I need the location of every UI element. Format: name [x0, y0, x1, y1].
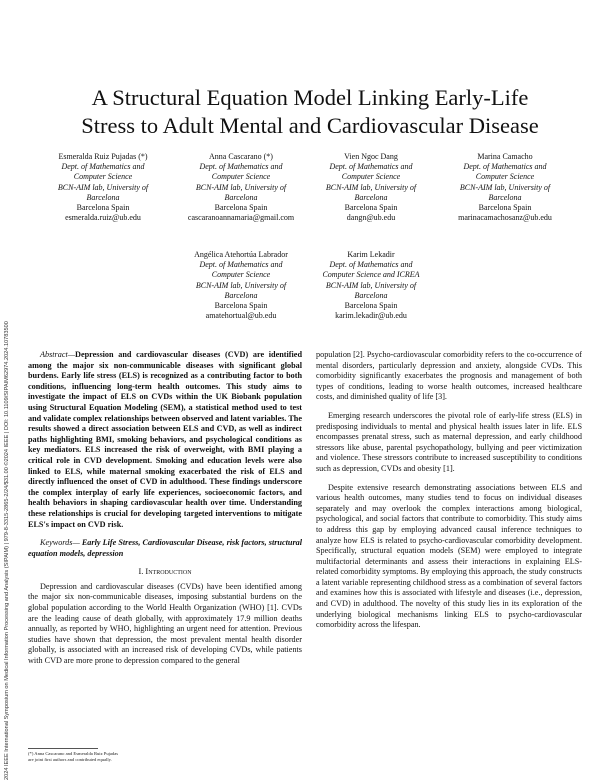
author-lab-line-1: BCN-AIM lab, University of — [195, 280, 287, 290]
author-lab-line-2: Barcelona — [354, 192, 388, 202]
author-name: Vien Ngoc Dang — [344, 152, 398, 161]
author-dept-line-2: Computer Science — [211, 270, 271, 280]
right-paragraph-2: Emerging research underscores the pivotal role of early-life stress (ELS) in predisposing individuals to mental and physical health issues later in life. ELS encompasses prenatal stress, such as maternal depression, and early childhood stressors like abuse, parental psychopathology, bullying and peer victimization and violence. These stressors contribute to increased susceptibility to conditions such as depression, CVDs and obesity [1]. — [316, 410, 582, 473]
author-lab-line-1: BCN-AIM lab, University of — [57, 182, 149, 192]
right-paragraph-1: population [2]. Psycho-cardiovascular comorbidity refers to the co-occurrence of mental disorders, particularly depression and anxiety, alongside CVDs. This comorbidity significantly exacerbates the prognosis and management of both types of conditions, leading to worse health outcomes, increased healthcare costs, and diminished quality of life [3]. — [316, 350, 582, 402]
keywords — [28, 538, 302, 559]
author-name: Angélica Atehortúa Labrador — [194, 250, 288, 259]
author-lab-line-1: BCN-AIM lab, University of — [325, 280, 417, 290]
author-lab-line-2: Barcelona — [224, 192, 258, 202]
author-email: esmeralda.ruiz@ub.edu — [65, 213, 141, 223]
author-block-3 — [306, 152, 436, 223]
author-email: amatehortual@ub.edu — [205, 311, 277, 321]
author-name: Marina Camacho — [477, 152, 533, 161]
author-lab-line-2: Barcelona — [354, 290, 388, 300]
author-dept-line-1: Dept. of Mathematics and — [61, 162, 145, 172]
side-publication-text: 2024 IEEE International Symposium on Medical Information Processing and Analysis (SIPAIM) | 979-8-3315-2865-2/24/$31.00 ©2024 IEEE | DOI: 10.1109/SIPAIM62974.2024.10783500 — [4, 321, 10, 780]
section-heading-introduction: I. Introduction — [138, 567, 192, 577]
author-name: Esmeralda Ruiz Pujadas (*) — [58, 152, 148, 161]
author-dept-line-2: Computer Science — [475, 172, 535, 182]
abstract-lead: Abstract— — [40, 350, 76, 359]
abstract-body: Depression and cardiovascular diseases (CVD) are identified among the major six non-communicable diseases with significant global burdens. Early life stress (ELS) is recognized as a contributing factor to both conditions, influencing long-term health outcomes. This study aims to investigate the impact of ELS on CVDs within the UK Biobank population using Structural Equation Modeling (SEM), a statistical method used to test and validate complex relationships between observed and latent variables. The results showed a direct association between ELS and CVD, as well as indirect paths highlighting BMI, smoking behaviors, and psychological conditions as key mediators. ELS increased the risk of overweight, with BMI playing a critical role in CVD development. Smoking and education levels were also linked to ELS, while maternal smoking exacerbated the risk of ELS and directly influenced the onset of CVD in adulthood. These findings underscore the complex interplay of early life experiences, socioeconomic factors, and health behaviors in shaping cardiovascular health over time. Understanding these relationships is crucial for developing targeted interventions to mitigate ELS's impact on CVD risk. — [28, 350, 302, 529]
side-publication-info — [4, 180, 14, 780]
author-city: Barcelona Spain — [214, 203, 268, 213]
author-lab-line-1: BCN-AIM lab, University of — [195, 182, 287, 192]
author-email: karim.lekadir@ub.edu — [335, 311, 407, 321]
title-line-1: A Structural Equation Model Linking Early-Life — [91, 85, 529, 110]
author-dept-line-1: Dept. of Mathematics and — [329, 162, 413, 172]
intro-paragraph-1: Depression and cardiovascular diseases (CVDs) have been identified among the major six non-communicable diseases, imposing substantial burdens on the global population according to the World Health Organization (WHO) [1]. CVDs are the leading cause of death globally, with approximately 17.9 million deaths annually, as reported by WHO, highlighting an urgent need for attention. Previous studies have shown that depression, the most prevalent mental health disorder globally, is associated with an increased risk of developing CVDs, while patients with CVD are more prone to depression compared to the general — [28, 581, 302, 666]
paper-title — [30, 84, 590, 140]
author-city: Barcelona Spain — [214, 301, 268, 311]
footnote-rule — [28, 748, 98, 749]
author-lab-line-1: BCN-AIM lab, University of — [325, 182, 417, 192]
author-block-4 — [440, 152, 570, 223]
author-dept-line-2: Computer Science — [341, 172, 401, 182]
abstract — [28, 350, 302, 530]
footnote-line-2: are joint first authors and contributed equally. — [28, 757, 112, 762]
author-dept-line-1: Dept. of Mathematics and — [199, 260, 283, 270]
author-dept-line-1: Dept. of Mathematics and — [329, 260, 413, 270]
author-lab-line-2: Barcelona — [488, 192, 522, 202]
author-block-6 — [306, 250, 436, 321]
right-paragraph-3: Despite extensive research demonstrating associations between ELS and various health outcomes, many studies tend to focus on individual diseases separately and may overlook the complex interactions among biological, psychological, and social factors that contribute to comorbidity. This study aims to address this gap by employing advanced causal inference techniques to analyze how ELS is related to psycho-cardiovascular comorbidity development. Specifically, structural equation models (SEM) were employed to integrate multifactorial determinants and assess their interactions in explaining ELS-related comorbidity symptoms. By employing this approach, the study constructs a latent variable representing childhood stress as a combination of several factors and examines how this is associated with lifestyle and diseases (i.e., depression, and CVD) in adulthood. The novelty of this study lies in its exploration of the underlying biological mechanisms linking ELS to psycho-cardiovascular comorbidity across the lifespan. — [316, 482, 582, 630]
author-block-5 — [176, 250, 306, 321]
title-line-2: Stress to Adult Mental and Cardiovascular Disease — [81, 113, 539, 138]
author-dept-line-1: Dept. of Mathematics and — [463, 162, 547, 172]
author-block-1 — [38, 152, 168, 223]
author-dept-line-2: Computer Science and ICREA — [322, 270, 420, 280]
author-lab-line-1: BCN-AIM lab, University of — [459, 182, 551, 192]
keywords-lead: Keywords— — [40, 538, 80, 548]
author-email: dangn@ub.edu — [346, 213, 396, 223]
left-column — [28, 350, 302, 675]
author-lab-line-2: Barcelona — [224, 290, 258, 300]
author-city: Barcelona Spain — [344, 301, 398, 311]
author-city: Barcelona Spain — [478, 203, 532, 213]
author-lab-line-2: Barcelona — [86, 192, 120, 202]
footnote-line-1: (*) Anna Cascarano and Esmeralda Ruiz Pujadas — [28, 751, 119, 756]
author-block-2 — [176, 152, 306, 223]
author-email: cascaranoannamaria@gmail.com — [187, 213, 295, 223]
footnote — [28, 751, 278, 763]
right-column — [316, 350, 582, 639]
keywords-body: Early Life Stress, Cardiovascular Disease, risk factors, structural equation models, depression — [28, 538, 302, 558]
author-name: Anna Cascarano (*) — [209, 152, 273, 161]
author-name: Karim Lekadir — [347, 250, 395, 259]
author-city: Barcelona Spain — [76, 203, 130, 213]
author-dept-line-1: Dept. of Mathematics and — [199, 162, 283, 172]
author-dept-line-2: Computer Science — [211, 172, 271, 182]
author-city: Barcelona Spain — [344, 203, 398, 213]
author-dept-line-2: Computer Science — [73, 172, 133, 182]
author-email: marinacamachosanz@ub.edu — [458, 213, 552, 223]
